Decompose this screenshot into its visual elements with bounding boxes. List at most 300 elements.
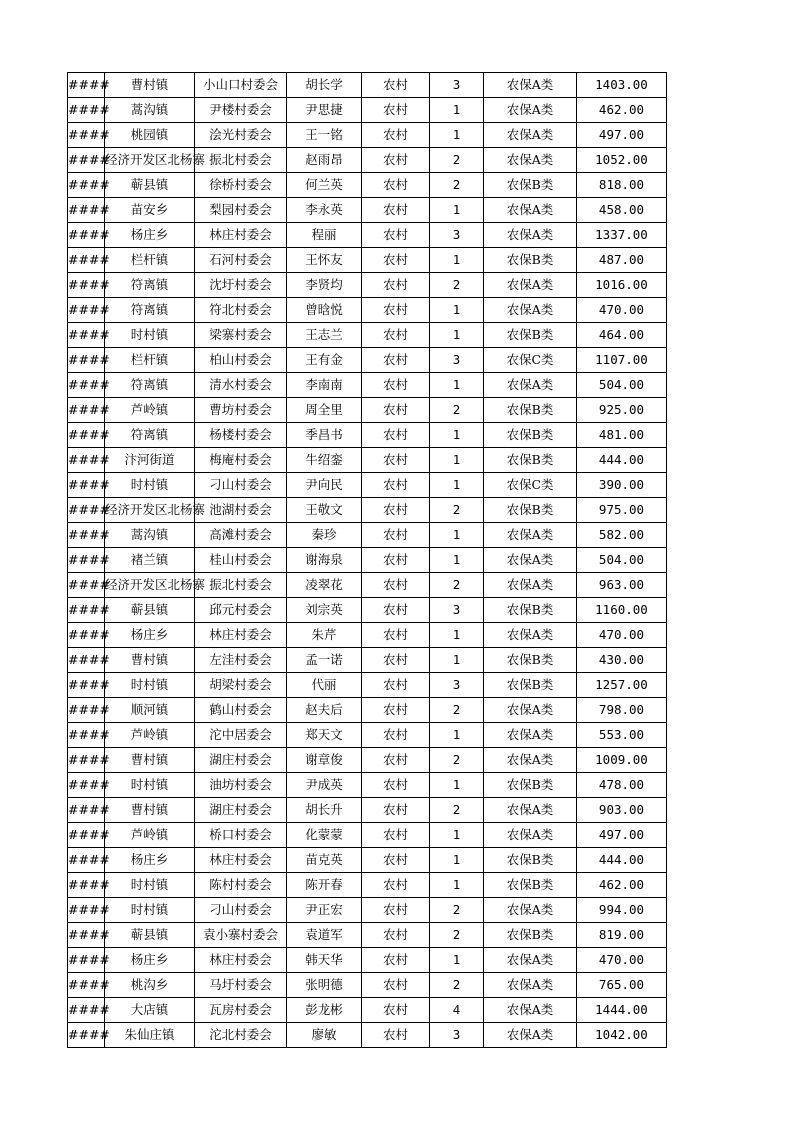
category-cell: 农保A类 — [484, 898, 577, 923]
row-id-cell: #### — [68, 423, 105, 448]
town-cell: 曹村镇 — [105, 748, 195, 773]
town-cell: 时村镇 — [105, 773, 195, 798]
town-cell: 经济开发区北杨寨 — [105, 498, 195, 523]
row-id-cell: #### — [68, 273, 105, 298]
household-type-cell: 农村 — [362, 348, 430, 373]
member-count-cell: 2 — [430, 798, 484, 823]
amount-cell: 903.00 — [577, 798, 667, 823]
household-type-cell: 农村 — [362, 798, 430, 823]
category-cell: 农保A类 — [484, 273, 577, 298]
household-type-cell: 农村 — [362, 623, 430, 648]
table-row — [68, 848, 667, 873]
village-cell: 胡梁村委会 — [195, 673, 287, 698]
town-cell: 时村镇 — [105, 673, 195, 698]
row-id-cell: #### — [68, 498, 105, 523]
household-type-cell: 农村 — [362, 948, 430, 973]
member-count-cell: 2 — [430, 698, 484, 723]
table-row — [68, 873, 667, 898]
member-count-cell: 1 — [430, 948, 484, 973]
name-cell: 张明德 — [287, 973, 362, 998]
member-count-cell: 1 — [430, 523, 484, 548]
village-cell: 徐桥村委会 — [195, 173, 287, 198]
amount-cell: 444.00 — [577, 848, 667, 873]
household-type-cell: 农村 — [362, 498, 430, 523]
row-id-cell: #### — [68, 523, 105, 548]
row-id-cell: #### — [68, 573, 105, 598]
member-count-cell: 2 — [430, 573, 484, 598]
town-cell: 符离镇 — [105, 423, 195, 448]
village-cell: 杨楼村委会 — [195, 423, 287, 448]
row-id-cell: #### — [68, 698, 105, 723]
village-cell: 湖庄村委会 — [195, 748, 287, 773]
household-type-cell: 农村 — [362, 898, 430, 923]
village-cell: 刁山村委会 — [195, 473, 287, 498]
category-cell: 农保A类 — [484, 973, 577, 998]
town-cell: 栏杆镇 — [105, 248, 195, 273]
town-cell: 大店镇 — [105, 998, 195, 1023]
name-cell: 程丽 — [287, 223, 362, 248]
row-id-cell: #### — [68, 198, 105, 223]
row-id-cell: #### — [68, 848, 105, 873]
category-cell: 农保B类 — [484, 173, 577, 198]
category-cell: 农保B类 — [484, 598, 577, 623]
amount-cell: 553.00 — [577, 723, 667, 748]
village-cell: 符北村委会 — [195, 298, 287, 323]
name-cell: 王志兰 — [287, 323, 362, 348]
row-id-cell: #### — [68, 548, 105, 573]
member-count-cell: 2 — [430, 898, 484, 923]
row-id-cell: #### — [68, 298, 105, 323]
name-cell: 李南南 — [287, 373, 362, 398]
name-cell: 王有金 — [287, 348, 362, 373]
row-id-cell: #### — [68, 898, 105, 923]
name-cell: 凌翠花 — [287, 573, 362, 598]
town-cell: 桃沟乡 — [105, 973, 195, 998]
village-cell: 池湖村委会 — [195, 498, 287, 523]
category-cell: 农保B类 — [484, 398, 577, 423]
category-cell: 农保A类 — [484, 723, 577, 748]
name-cell: 王怀友 — [287, 248, 362, 273]
row-id-cell: #### — [68, 998, 105, 1023]
household-type-cell: 农村 — [362, 548, 430, 573]
village-cell: 小山口村委会 — [195, 73, 287, 98]
member-count-cell: 2 — [430, 498, 484, 523]
member-count-cell: 1 — [430, 323, 484, 348]
town-cell: 蕲县镇 — [105, 173, 195, 198]
table-row — [68, 323, 667, 348]
table-row — [68, 773, 667, 798]
table-row — [68, 698, 667, 723]
table-row — [68, 398, 667, 423]
member-count-cell: 2 — [430, 398, 484, 423]
member-count-cell: 2 — [430, 923, 484, 948]
household-type-cell: 农村 — [362, 98, 430, 123]
category-cell: 农保B类 — [484, 673, 577, 698]
household-type-cell: 农村 — [362, 823, 430, 848]
row-id-cell: #### — [68, 348, 105, 373]
name-cell: 王敬文 — [287, 498, 362, 523]
amount-cell: 462.00 — [577, 873, 667, 898]
member-count-cell: 1 — [430, 123, 484, 148]
amount-cell: 497.00 — [577, 123, 667, 148]
household-type-cell: 农村 — [362, 423, 430, 448]
town-cell: 桃园镇 — [105, 123, 195, 148]
amount-cell: 994.00 — [577, 898, 667, 923]
village-cell: 袁小寨村委会 — [195, 923, 287, 948]
row-id-cell: #### — [68, 623, 105, 648]
member-count-cell: 1 — [430, 248, 484, 273]
name-cell: 王一铭 — [287, 123, 362, 148]
name-cell: 李永英 — [287, 198, 362, 223]
table-row — [68, 923, 667, 948]
town-cell: 顺河镇 — [105, 698, 195, 723]
row-id-cell: #### — [68, 748, 105, 773]
amount-cell: 504.00 — [577, 548, 667, 573]
name-cell: 彭龙彬 — [287, 998, 362, 1023]
name-cell: 谢海泉 — [287, 548, 362, 573]
category-cell: 农保A类 — [484, 373, 577, 398]
member-count-cell: 1 — [430, 623, 484, 648]
amount-cell: 1052.00 — [577, 148, 667, 173]
amount-cell: 497.00 — [577, 823, 667, 848]
name-cell: 季昌书 — [287, 423, 362, 448]
village-cell: 湖庄村委会 — [195, 798, 287, 823]
member-count-cell: 1 — [430, 448, 484, 473]
category-cell: 农保B类 — [484, 248, 577, 273]
member-count-cell: 1 — [430, 423, 484, 448]
row-id-cell: #### — [68, 248, 105, 273]
amount-cell: 819.00 — [577, 923, 667, 948]
amount-cell: 430.00 — [577, 648, 667, 673]
member-count-cell: 1 — [430, 473, 484, 498]
name-cell: 赵夫后 — [287, 698, 362, 723]
table-row — [68, 348, 667, 373]
table-row — [68, 298, 667, 323]
table-row — [68, 498, 667, 523]
household-type-cell: 农村 — [362, 848, 430, 873]
amount-cell: 975.00 — [577, 498, 667, 523]
category-cell: 农保C类 — [484, 473, 577, 498]
village-cell: 林庄村委会 — [195, 948, 287, 973]
row-id-cell: #### — [68, 773, 105, 798]
household-type-cell: 农村 — [362, 248, 430, 273]
town-cell: 褚兰镇 — [105, 548, 195, 573]
member-count-cell: 2 — [430, 173, 484, 198]
name-cell: 韩天华 — [287, 948, 362, 973]
row-id-cell: #### — [68, 73, 105, 98]
category-cell: 农保B类 — [484, 923, 577, 948]
town-cell: 芦岭镇 — [105, 823, 195, 848]
household-type-cell: 农村 — [362, 673, 430, 698]
row-id-cell: #### — [68, 223, 105, 248]
village-cell: 石河村委会 — [195, 248, 287, 273]
table-row — [68, 173, 667, 198]
category-cell: 农保B类 — [484, 873, 577, 898]
member-count-cell: 1 — [430, 198, 484, 223]
household-type-cell: 农村 — [362, 473, 430, 498]
category-cell: 农保B类 — [484, 423, 577, 448]
name-cell: 孟一诺 — [287, 648, 362, 673]
row-id-cell: #### — [68, 98, 105, 123]
name-cell: 曾晗悦 — [287, 298, 362, 323]
table-row — [68, 823, 667, 848]
table-row — [68, 448, 667, 473]
member-count-cell: 3 — [430, 348, 484, 373]
table-row — [68, 748, 667, 773]
household-type-cell: 农村 — [362, 198, 430, 223]
name-cell: 尹成英 — [287, 773, 362, 798]
town-cell: 蒿沟镇 — [105, 523, 195, 548]
category-cell: 农保A类 — [484, 223, 577, 248]
category-cell: 农保A类 — [484, 73, 577, 98]
data-table — [67, 72, 667, 1048]
household-type-cell: 农村 — [362, 273, 430, 298]
category-cell: 农保B类 — [484, 848, 577, 873]
row-id-cell: #### — [68, 1023, 105, 1048]
amount-cell: 458.00 — [577, 198, 667, 223]
table-row — [68, 898, 667, 923]
category-cell: 农保A类 — [484, 698, 577, 723]
amount-cell: 470.00 — [577, 623, 667, 648]
household-type-cell: 农村 — [362, 398, 430, 423]
amount-cell: 1337.00 — [577, 223, 667, 248]
row-id-cell: #### — [68, 598, 105, 623]
table-row — [68, 523, 667, 548]
amount-cell: 487.00 — [577, 248, 667, 273]
household-type-cell: 农村 — [362, 73, 430, 98]
village-cell: 邱元村委会 — [195, 598, 287, 623]
category-cell: 农保B类 — [484, 323, 577, 348]
household-type-cell: 农村 — [362, 723, 430, 748]
amount-cell: 481.00 — [577, 423, 667, 448]
row-id-cell: #### — [68, 148, 105, 173]
member-count-cell: 2 — [430, 748, 484, 773]
name-cell: 廖敏 — [287, 1023, 362, 1048]
name-cell: 赵雨昂 — [287, 148, 362, 173]
town-cell: 苗安乡 — [105, 198, 195, 223]
category-cell: 农保A类 — [484, 998, 577, 1023]
village-cell: 沈圩村委会 — [195, 273, 287, 298]
table-row — [68, 573, 667, 598]
name-cell: 苗克英 — [287, 848, 362, 873]
category-cell: 农保A类 — [484, 948, 577, 973]
member-count-cell: 3 — [430, 1023, 484, 1048]
amount-cell: 925.00 — [577, 398, 667, 423]
town-cell: 时村镇 — [105, 473, 195, 498]
member-count-cell: 1 — [430, 548, 484, 573]
name-cell: 胡长升 — [287, 798, 362, 823]
town-cell: 栏杆镇 — [105, 348, 195, 373]
town-cell: 时村镇 — [105, 873, 195, 898]
town-cell: 符离镇 — [105, 298, 195, 323]
row-id-cell: #### — [68, 823, 105, 848]
category-cell: 农保A类 — [484, 573, 577, 598]
town-cell: 杨庄乡 — [105, 223, 195, 248]
town-cell: 杨庄乡 — [105, 623, 195, 648]
table-row — [68, 248, 667, 273]
amount-cell: 798.00 — [577, 698, 667, 723]
household-type-cell: 农村 — [362, 223, 430, 248]
household-type-cell: 农村 — [362, 748, 430, 773]
town-cell: 芦岭镇 — [105, 723, 195, 748]
household-type-cell: 农村 — [362, 523, 430, 548]
table-row — [68, 548, 667, 573]
amount-cell: 444.00 — [577, 448, 667, 473]
village-cell: 油坊村委会 — [195, 773, 287, 798]
category-cell: 农保A类 — [484, 298, 577, 323]
name-cell: 牛绍銮 — [287, 448, 362, 473]
row-id-cell: #### — [68, 673, 105, 698]
village-cell: 林庄村委会 — [195, 223, 287, 248]
village-cell: 桂山村委会 — [195, 548, 287, 573]
table-row — [68, 98, 667, 123]
household-type-cell: 农村 — [362, 698, 430, 723]
category-cell: 农保A类 — [484, 198, 577, 223]
village-cell: 林庄村委会 — [195, 848, 287, 873]
amount-cell: 818.00 — [577, 173, 667, 198]
amount-cell: 1042.00 — [577, 1023, 667, 1048]
member-count-cell: 2 — [430, 273, 484, 298]
village-cell: 沱北村委会 — [195, 1023, 287, 1048]
village-cell: 瓦房村委会 — [195, 998, 287, 1023]
village-cell: 柏山村委会 — [195, 348, 287, 373]
table-row — [68, 648, 667, 673]
household-type-cell: 农村 — [362, 123, 430, 148]
row-id-cell: #### — [68, 448, 105, 473]
amount-cell: 462.00 — [577, 98, 667, 123]
village-cell: 林庄村委会 — [195, 623, 287, 648]
name-cell: 陈开春 — [287, 873, 362, 898]
category-cell: 农保A类 — [484, 798, 577, 823]
amount-cell: 470.00 — [577, 298, 667, 323]
table-row — [68, 273, 667, 298]
name-cell: 胡长学 — [287, 73, 362, 98]
amount-cell: 470.00 — [577, 948, 667, 973]
amount-cell: 963.00 — [577, 573, 667, 598]
row-id-cell: #### — [68, 973, 105, 998]
town-cell: 时村镇 — [105, 323, 195, 348]
table-row — [68, 373, 667, 398]
town-cell: 蕲县镇 — [105, 598, 195, 623]
town-cell: 蕲县镇 — [105, 923, 195, 948]
table-row — [68, 423, 667, 448]
amount-cell: 1016.00 — [577, 273, 667, 298]
table-row — [68, 723, 667, 748]
village-cell: 陈村村委会 — [195, 873, 287, 898]
name-cell: 代丽 — [287, 673, 362, 698]
village-cell: 浍光村委会 — [195, 123, 287, 148]
village-cell: 曹坊村委会 — [195, 398, 287, 423]
category-cell: 农保A类 — [484, 123, 577, 148]
amount-cell: 1009.00 — [577, 748, 667, 773]
member-count-cell: 1 — [430, 298, 484, 323]
name-cell: 李贤均 — [287, 273, 362, 298]
row-id-cell: #### — [68, 923, 105, 948]
category-cell: 农保B类 — [484, 648, 577, 673]
member-count-cell: 3 — [430, 73, 484, 98]
village-cell: 梅庵村委会 — [195, 448, 287, 473]
town-cell: 曹村镇 — [105, 648, 195, 673]
category-cell: 农保B类 — [484, 498, 577, 523]
household-type-cell: 农村 — [362, 973, 430, 998]
category-cell: 农保B类 — [484, 448, 577, 473]
category-cell: 农保A类 — [484, 748, 577, 773]
row-id-cell: #### — [68, 323, 105, 348]
household-type-cell: 农村 — [362, 573, 430, 598]
row-id-cell: #### — [68, 123, 105, 148]
category-cell: 农保B类 — [484, 773, 577, 798]
village-cell: 高滩村委会 — [195, 523, 287, 548]
village-cell: 振北村委会 — [195, 573, 287, 598]
amount-cell: 464.00 — [577, 323, 667, 348]
name-cell: 尹正宏 — [287, 898, 362, 923]
table-row — [68, 948, 667, 973]
member-count-cell: 1 — [430, 373, 484, 398]
table-row — [68, 673, 667, 698]
household-type-cell: 农村 — [362, 1023, 430, 1048]
village-cell: 梨园村委会 — [195, 198, 287, 223]
member-count-cell: 1 — [430, 723, 484, 748]
row-id-cell: #### — [68, 723, 105, 748]
table-row — [68, 198, 667, 223]
member-count-cell: 3 — [430, 673, 484, 698]
table-row — [68, 623, 667, 648]
amount-cell: 765.00 — [577, 973, 667, 998]
name-cell: 尹向民 — [287, 473, 362, 498]
town-cell: 芦岭镇 — [105, 398, 195, 423]
row-id-cell: #### — [68, 873, 105, 898]
household-type-cell: 农村 — [362, 373, 430, 398]
household-type-cell: 农村 — [362, 323, 430, 348]
member-count-cell: 3 — [430, 223, 484, 248]
village-cell: 桥口村委会 — [195, 823, 287, 848]
village-cell: 清水村委会 — [195, 373, 287, 398]
name-cell: 尹思捷 — [287, 98, 362, 123]
member-count-cell: 1 — [430, 848, 484, 873]
member-count-cell: 4 — [430, 998, 484, 1023]
household-type-cell: 农村 — [362, 148, 430, 173]
table-row — [68, 223, 667, 248]
name-cell: 何兰英 — [287, 173, 362, 198]
category-cell: 农保A类 — [484, 523, 577, 548]
table-body — [68, 73, 667, 1048]
village-cell: 振北村委会 — [195, 148, 287, 173]
table-row — [68, 473, 667, 498]
town-cell: 符离镇 — [105, 273, 195, 298]
category-cell: 农保A类 — [484, 98, 577, 123]
table-row — [68, 998, 667, 1023]
table-row — [68, 148, 667, 173]
village-cell: 梁寨村委会 — [195, 323, 287, 348]
village-cell: 刁山村委会 — [195, 898, 287, 923]
town-cell: 汴河街道 — [105, 448, 195, 473]
row-id-cell: #### — [68, 373, 105, 398]
town-cell: 杨庄乡 — [105, 948, 195, 973]
category-cell: 农保A类 — [484, 1023, 577, 1048]
category-cell: 农保A类 — [484, 623, 577, 648]
member-count-cell: 3 — [430, 598, 484, 623]
table-row — [68, 123, 667, 148]
village-cell: 鹤山村委会 — [195, 698, 287, 723]
amount-cell: 1444.00 — [577, 998, 667, 1023]
amount-cell: 582.00 — [577, 523, 667, 548]
name-cell: 袁道军 — [287, 923, 362, 948]
table-row — [68, 1023, 667, 1048]
town-cell: 经济开发区北杨寨 — [105, 573, 195, 598]
household-type-cell: 农村 — [362, 448, 430, 473]
town-cell: 时村镇 — [105, 898, 195, 923]
name-cell: 秦珍 — [287, 523, 362, 548]
